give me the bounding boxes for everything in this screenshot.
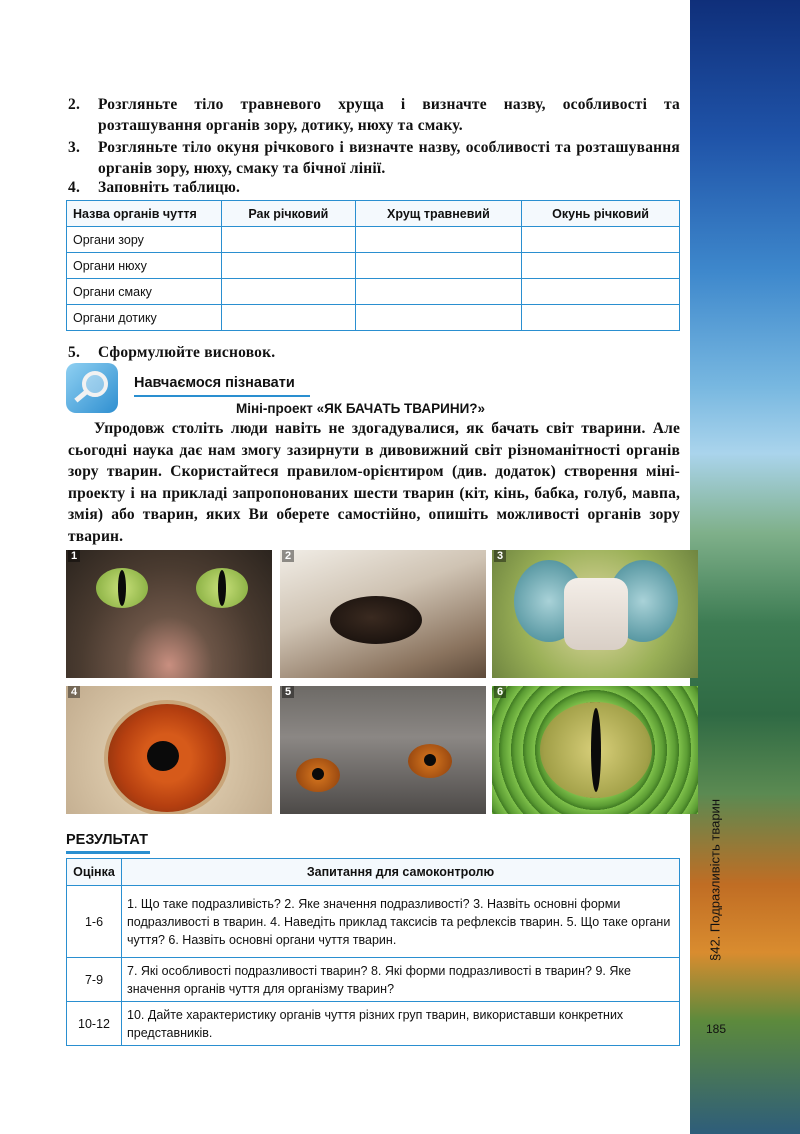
empty-cell <box>355 279 521 305</box>
column-header: Оцінка <box>67 859 122 886</box>
grade-cell: 10-12 <box>67 1002 122 1046</box>
monkey-eyes-photo: 5 <box>280 686 486 814</box>
result-underline <box>66 851 150 854</box>
pigeon-eye-photo: 4 <box>66 686 272 814</box>
task-5: 5. Сформулюйте висновок. <box>68 344 276 361</box>
dragonfly-head <box>564 578 628 650</box>
result-title: РЕЗУЛЬТАТ <box>66 832 149 848</box>
column-header: Рак річковий <box>222 201 356 227</box>
column-header: Назва органів чуття <box>67 201 222 227</box>
sense-organs-table <box>66 200 680 331</box>
table-row <box>67 305 680 331</box>
empty-cell <box>355 227 521 253</box>
table-row <box>67 1002 680 1046</box>
horse-eye-photo: 2 <box>280 550 486 678</box>
row-label: Органи зору <box>67 227 222 253</box>
table-header-row <box>67 859 680 886</box>
empty-cell <box>222 253 356 279</box>
empty-cell <box>222 305 356 331</box>
project-title: Міні-проект «ЯК БАЧАТЬ ТВАРИНИ?» <box>236 401 486 416</box>
row-label: Органи смаку <box>67 279 222 305</box>
table-row <box>67 886 680 958</box>
table-row <box>67 279 680 305</box>
page-number: 185 <box>706 1022 727 1036</box>
section-underline <box>134 395 310 397</box>
row-label: Органи дотику <box>67 305 222 331</box>
empty-cell <box>355 253 521 279</box>
cat-eyes-photo: 1 <box>66 550 272 678</box>
questions-cell: 10. Дайте характеристику органів чуття різних груп тварин, використавши конкретних представників. <box>122 1002 680 1046</box>
column-header: Хрущ травневий <box>355 201 521 227</box>
empty-cell <box>222 279 356 305</box>
table-row <box>67 227 680 253</box>
intro-paragraph: Упродовж століть люди навіть не здогадувалися, як бачать світ тварини. Але сьогодні наука дає нам змогу зазирнути в дивовижний світ різноманітності органів зору тварин. Скористайтеся правилом-орієнтиром (див. додаток) створення міні-проекту і на прикладі запропонованих шести тварин (кіт, кінь, бабка, голуб, мавпа, змія) або тварин, яких Ви оберете самостійно, опишіть можливості органів зору тварин. <box>68 420 680 545</box>
empty-cell <box>522 227 680 253</box>
empty-cell <box>222 227 356 253</box>
snake-eye-photo: 6 <box>492 686 698 814</box>
empty-cell <box>355 305 521 331</box>
task-4: 4. Заповніть таблицю. <box>68 179 241 196</box>
questions-cell: 7. Які особливості подразливості тварин? 8. Які форми подразливості в тварин? 9. Яке значення органів чуття для організму тварин? <box>122 958 680 1002</box>
empty-cell <box>522 279 680 305</box>
paragraph-label: §42. Подразливість тварин <box>707 798 723 962</box>
questions-cell: 1. Що таке подразливість? 2. Яке значення подразливості? 3. Назвіть основні форми подразливості в тварин. 4. Наведіть приклад таксисів та рефлексів тварин. 5. Що таке органи чуття? 6. Назвіть основні органи чуття тварин. <box>122 886 680 958</box>
horse-eye <box>330 596 422 644</box>
table-header-row <box>67 201 680 227</box>
section-title: Навчаємося пізнавати <box>134 375 295 391</box>
row-label: Органи нюху <box>67 253 222 279</box>
table-row <box>67 958 680 1002</box>
magnifier-map-icon <box>66 363 118 413</box>
task-2: 2. Розгляньте тіло травневого хруща і визначте назву, особливості та розташування органів зору, дотику, нюху та смаку. <box>68 96 680 134</box>
empty-cell <box>522 253 680 279</box>
dragonfly-eyes-photo: 3 <box>492 550 698 678</box>
column-header: Окунь річковий <box>522 201 680 227</box>
grade-cell: 1-6 <box>67 886 122 958</box>
empty-cell <box>522 305 680 331</box>
grade-cell: 7-9 <box>67 958 122 1002</box>
self-check-table <box>66 858 680 1046</box>
task-3: 3. Розгляньте тіло окуня річкового і визначте назву, особливості та розташування органів зору, нюху, смаку та бічної лінії. <box>68 139 680 177</box>
column-header: Запитання для самоконтролю <box>122 859 680 886</box>
table-row <box>67 253 680 279</box>
